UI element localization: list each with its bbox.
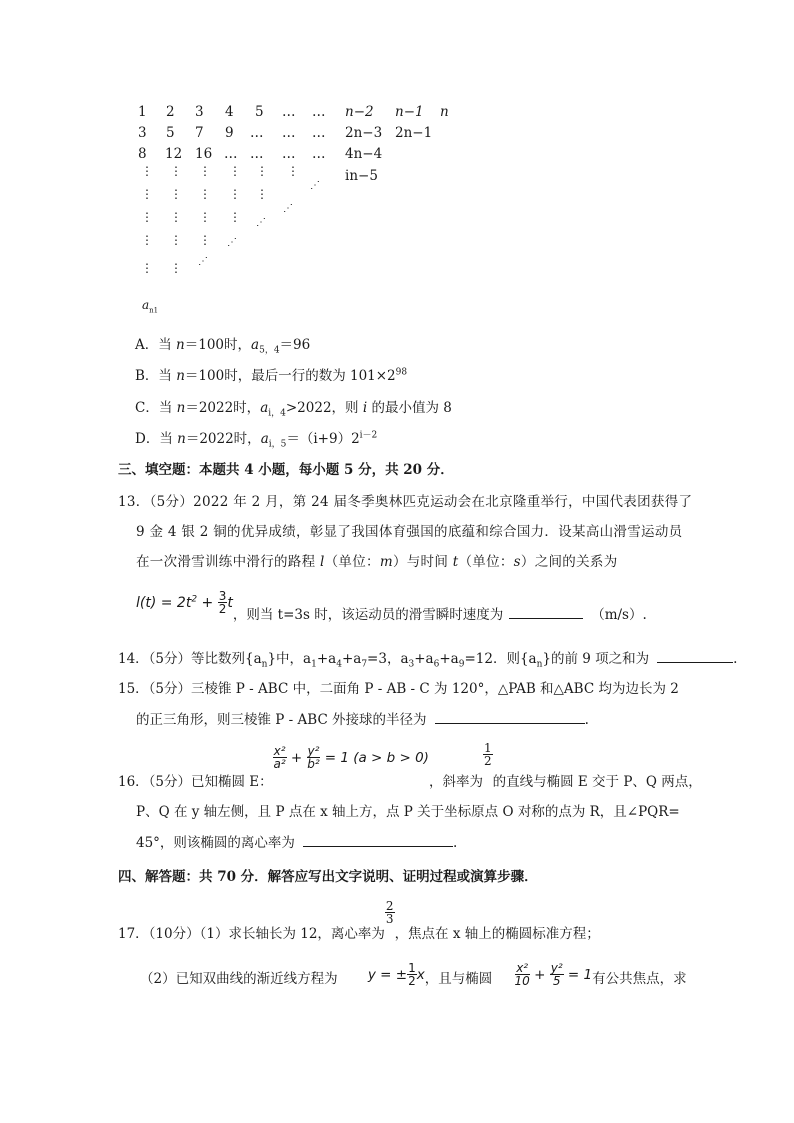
- option-text: ＝100时，最后一行的数为 101×2: [184, 368, 396, 384]
- option-b[interactable]: B．当 n＝100时，最后一行的数为 $101\times 2^{98}$: [135, 367, 408, 384]
- triangle-cell: 7: [195, 125, 204, 141]
- answer-blank[interactable]: [509, 607, 583, 623]
- text: 14．（5分）等比数列{a: [118, 651, 262, 667]
- triangle-cell: 1: [138, 104, 147, 120]
- triangle-cell: 2n−3: [345, 125, 383, 141]
- triangle-cell: …: [224, 146, 238, 162]
- q15-line1: 15．（5分）三棱锥 P - ABC 中，二面角 P - AB - C 为 120°，△PAB 和△ABC 均为边长为 2: [118, 681, 679, 697]
- text: 16．（5分）已知椭圆 E：: [118, 773, 273, 790]
- q17-line1: [118, 899, 600, 942]
- vertical-ellipsis-icon: ⋮: [141, 164, 153, 178]
- text: 45°，则该椭圆的离心率为: [136, 835, 295, 851]
- option-text: 的最小值为 8: [367, 400, 452, 416]
- text: ，斜率为: [428, 773, 483, 790]
- text: 的正三角形，则三棱锥 P - ABC 外接球的半径为: [136, 712, 427, 728]
- vertical-ellipsis-icon: ⋮: [199, 210, 211, 224]
- vertical-ellipsis-icon: ⋮: [141, 187, 153, 201]
- vertical-ellipsis-icon: ⋮: [141, 233, 153, 247]
- vertical-ellipsis-icon: ⋮: [170, 210, 182, 224]
- triangle-cell: n: [440, 104, 449, 120]
- vertical-ellipsis-icon: ⋮: [229, 210, 241, 224]
- subscript: i，4: [268, 408, 286, 419]
- subscript: i，5: [268, 439, 287, 450]
- q13-line2: 9 金 4 银 2 铜的优异成绩，彰显了我国体育强国的底蕴和综合国力．设某高山滑雪运动员: [136, 524, 683, 540]
- text: 的直线与椭圆 E 交于 P、Q 两点，: [492, 773, 702, 790]
- triangle-cell: …: [282, 104, 296, 120]
- eccentricity-fraction: $\frac{2}{3}$: [385, 899, 394, 926]
- triangle-cell: …: [312, 125, 326, 141]
- text: +a: [341, 651, 362, 667]
- option-c[interactable]: C．当 n＝2022时，$a_{i,4}>2022$，则 i 的最小值为 8: [135, 400, 452, 419]
- subscript: 5，4: [259, 345, 280, 356]
- option-label: D．当: [135, 431, 178, 447]
- text: ）与时间: [392, 554, 453, 570]
- answer-blank[interactable]: [657, 651, 733, 667]
- text: ，焦点在 x 轴上的椭圆标准方程；: [394, 926, 600, 942]
- q15-line2: 的正三角形，则三棱锥 P - ABC 外接球的半径为 .: [136, 712, 589, 728]
- text: =3，a: [367, 651, 409, 667]
- vertical-ellipsis-icon: ⋮: [229, 187, 241, 201]
- vertical-ellipsis-icon: ⋮: [170, 187, 182, 201]
- text: 有公共焦点，求: [592, 970, 687, 987]
- diagonal-ellipsis-icon: ⋰: [310, 180, 320, 191]
- text: =12．则{a: [464, 651, 537, 667]
- diagonal-ellipsis-icon: ⋰: [283, 203, 293, 214]
- text: }的前 9 项之和为: [542, 651, 650, 667]
- triangle-cell: 9: [225, 125, 234, 141]
- triangle-cell: 8: [138, 146, 147, 162]
- ellipse-equation: $\frac{\text{x²}}{10}$ + $\frac{\text{y²}}{5}$ = 1: [514, 961, 593, 988]
- triangle-cell: 2n−1: [395, 125, 433, 141]
- unit-text: （m/s）.: [591, 606, 647, 623]
- diagonal-ellipsis-icon: ⋰: [198, 256, 208, 267]
- text: }中，a: [267, 651, 312, 667]
- triangle-cell: 2: [166, 104, 175, 120]
- text: ）之间的关系为: [520, 554, 618, 570]
- triangle-cell: 3: [195, 104, 204, 120]
- vertical-ellipsis-icon: ⋮: [256, 164, 268, 178]
- q14-line: 14．（5分）等比数列$\{a_n\}$中，$a_1+a_4+a_7=3$，$a_3+a_6+a_9=12$．则$\{a_n\}$的前 9 项之和为 .: [118, 651, 738, 670]
- triangle-cell: 12: [165, 146, 183, 162]
- section-heading: 三、填空题：本题共 4 小题，每小题 5 分，共 20 分．: [118, 462, 454, 478]
- vertical-ellipsis-icon: ⋮: [170, 233, 182, 247]
- q16-line1: [118, 740, 702, 790]
- triangle-cell: …: [282, 125, 296, 141]
- text: +a: [439, 651, 459, 667]
- q16-line3: 45°，则该椭圆的离心率为 .: [136, 835, 458, 851]
- option-text: ＝96: [279, 337, 311, 353]
- triangle-cell: …: [312, 146, 326, 162]
- q13-line3: 在一次滑雪训练中滑行的路程 l（单位：m）与时间 t（单位：s）之间的关系为: [136, 554, 618, 570]
- option-d[interactable]: D．当 n＝2022时，$a_{i,5}=(i+9)2^{i-2}$: [135, 430, 378, 450]
- vertical-ellipsis-icon: ⋮: [199, 187, 211, 201]
- text: +a: [414, 651, 434, 667]
- vertical-ellipsis-icon: ⋮: [256, 187, 268, 201]
- triangle-cell: n−1: [395, 104, 424, 120]
- q16-line2: P、Q 在 y 轴左侧，且 P 点在 x 轴上方，点 P 关于坐标原点 O 对称的点为 R，且∠PQR=: [136, 804, 680, 820]
- triangle-cell: 5: [166, 125, 175, 141]
- diagonal-ellipsis-icon: ⋰: [227, 237, 237, 248]
- option-label: B．当: [135, 368, 177, 384]
- slope-fraction: $\frac{1}{2}$: [483, 740, 492, 768]
- triangle-cell: 4n−4: [345, 146, 383, 162]
- vertical-ellipsis-icon: ⋮: [199, 164, 211, 178]
- text: 17．（10分）（1）求长轴长为 12，离心率为: [118, 926, 385, 942]
- text: 在一次滑雪训练中滑行的路程: [136, 554, 320, 570]
- triangle-cell: …: [282, 146, 296, 162]
- text: （单位：: [324, 554, 380, 570]
- text: +a: [316, 651, 337, 667]
- velocity-formula: $l(t) = 2t^2$ + $\frac{3}{2}$ t: [136, 589, 233, 616]
- option-text: ＝100时，: [184, 337, 252, 353]
- q13-line1: 13．（5分）2022 年 2 月，第 24 届冬季奥林匹克运动会在北京隆重举行，中国代表团获得了: [118, 494, 693, 510]
- vertical-ellipsis-icon: ⋮: [170, 261, 182, 275]
- triangle-cell: 4: [225, 104, 234, 120]
- answer-blank[interactable]: [435, 712, 585, 728]
- triangle-cell: …: [250, 125, 264, 141]
- option-text: ＝2022时，: [185, 431, 261, 447]
- vertical-ellipsis-icon: ⋮: [199, 233, 211, 247]
- vertical-ellipsis-icon: ⋮: [141, 261, 153, 275]
- triangle-cell: n−2: [345, 104, 374, 120]
- asymptote-equation: y = ± $\frac{1}{2}$ x: [367, 961, 425, 988]
- option-a[interactable]: A．当 n＝100时，$a_{5,4}=96$: [135, 337, 311, 356]
- triangle-cell: 16: [195, 146, 213, 162]
- triangle-cell: 3: [138, 125, 147, 141]
- vertical-ellipsis-icon: ⋮: [141, 210, 153, 224]
- section-heading: 四、解答题：共 70 分．解答应写出文字说明、证明过程或演算步骤．: [118, 869, 538, 885]
- text: ，则当 t=3s 时，该运动员的滑雪瞬时速度为: [232, 606, 504, 623]
- triangle-cell: …: [250, 146, 264, 162]
- triangle-cell: 5: [255, 104, 264, 120]
- diagonal-ellipsis-icon: ⋰: [256, 217, 266, 228]
- option-label: A．当: [135, 337, 177, 353]
- option-text: >2022，则: [285, 400, 363, 416]
- text: （2）已知双曲线的渐近线方程为: [140, 970, 338, 987]
- triangle-cell: in−5: [345, 168, 378, 184]
- superscript: 98: [395, 367, 408, 378]
- triangle-cell: …: [312, 104, 326, 120]
- vertical-ellipsis-icon: ⋮: [229, 164, 241, 178]
- q17-line2: [140, 962, 687, 987]
- text: （单位：: [458, 554, 514, 570]
- superscript: i－2: [359, 430, 378, 441]
- option-label: C．当: [135, 400, 177, 416]
- triangle-bottom-label: $a_{n1}$: [142, 298, 159, 315]
- option-text: ＝（i+9）2: [286, 431, 360, 447]
- answer-blank[interactable]: [303, 835, 453, 851]
- vertical-ellipsis-icon: ⋮: [170, 164, 182, 178]
- text: ，且与椭圆: [424, 970, 493, 987]
- vertical-ellipsis-icon: ⋮: [287, 164, 299, 178]
- option-text: ＝2022时，: [185, 400, 261, 416]
- q13-line4: [136, 589, 647, 623]
- ellipse-equation: $\frac{\text{x²}}{\text{a²}}$ + $\frac{\text{y²}}{\text{b²}}$ = 1 (a > b > 0): [273, 744, 429, 771]
